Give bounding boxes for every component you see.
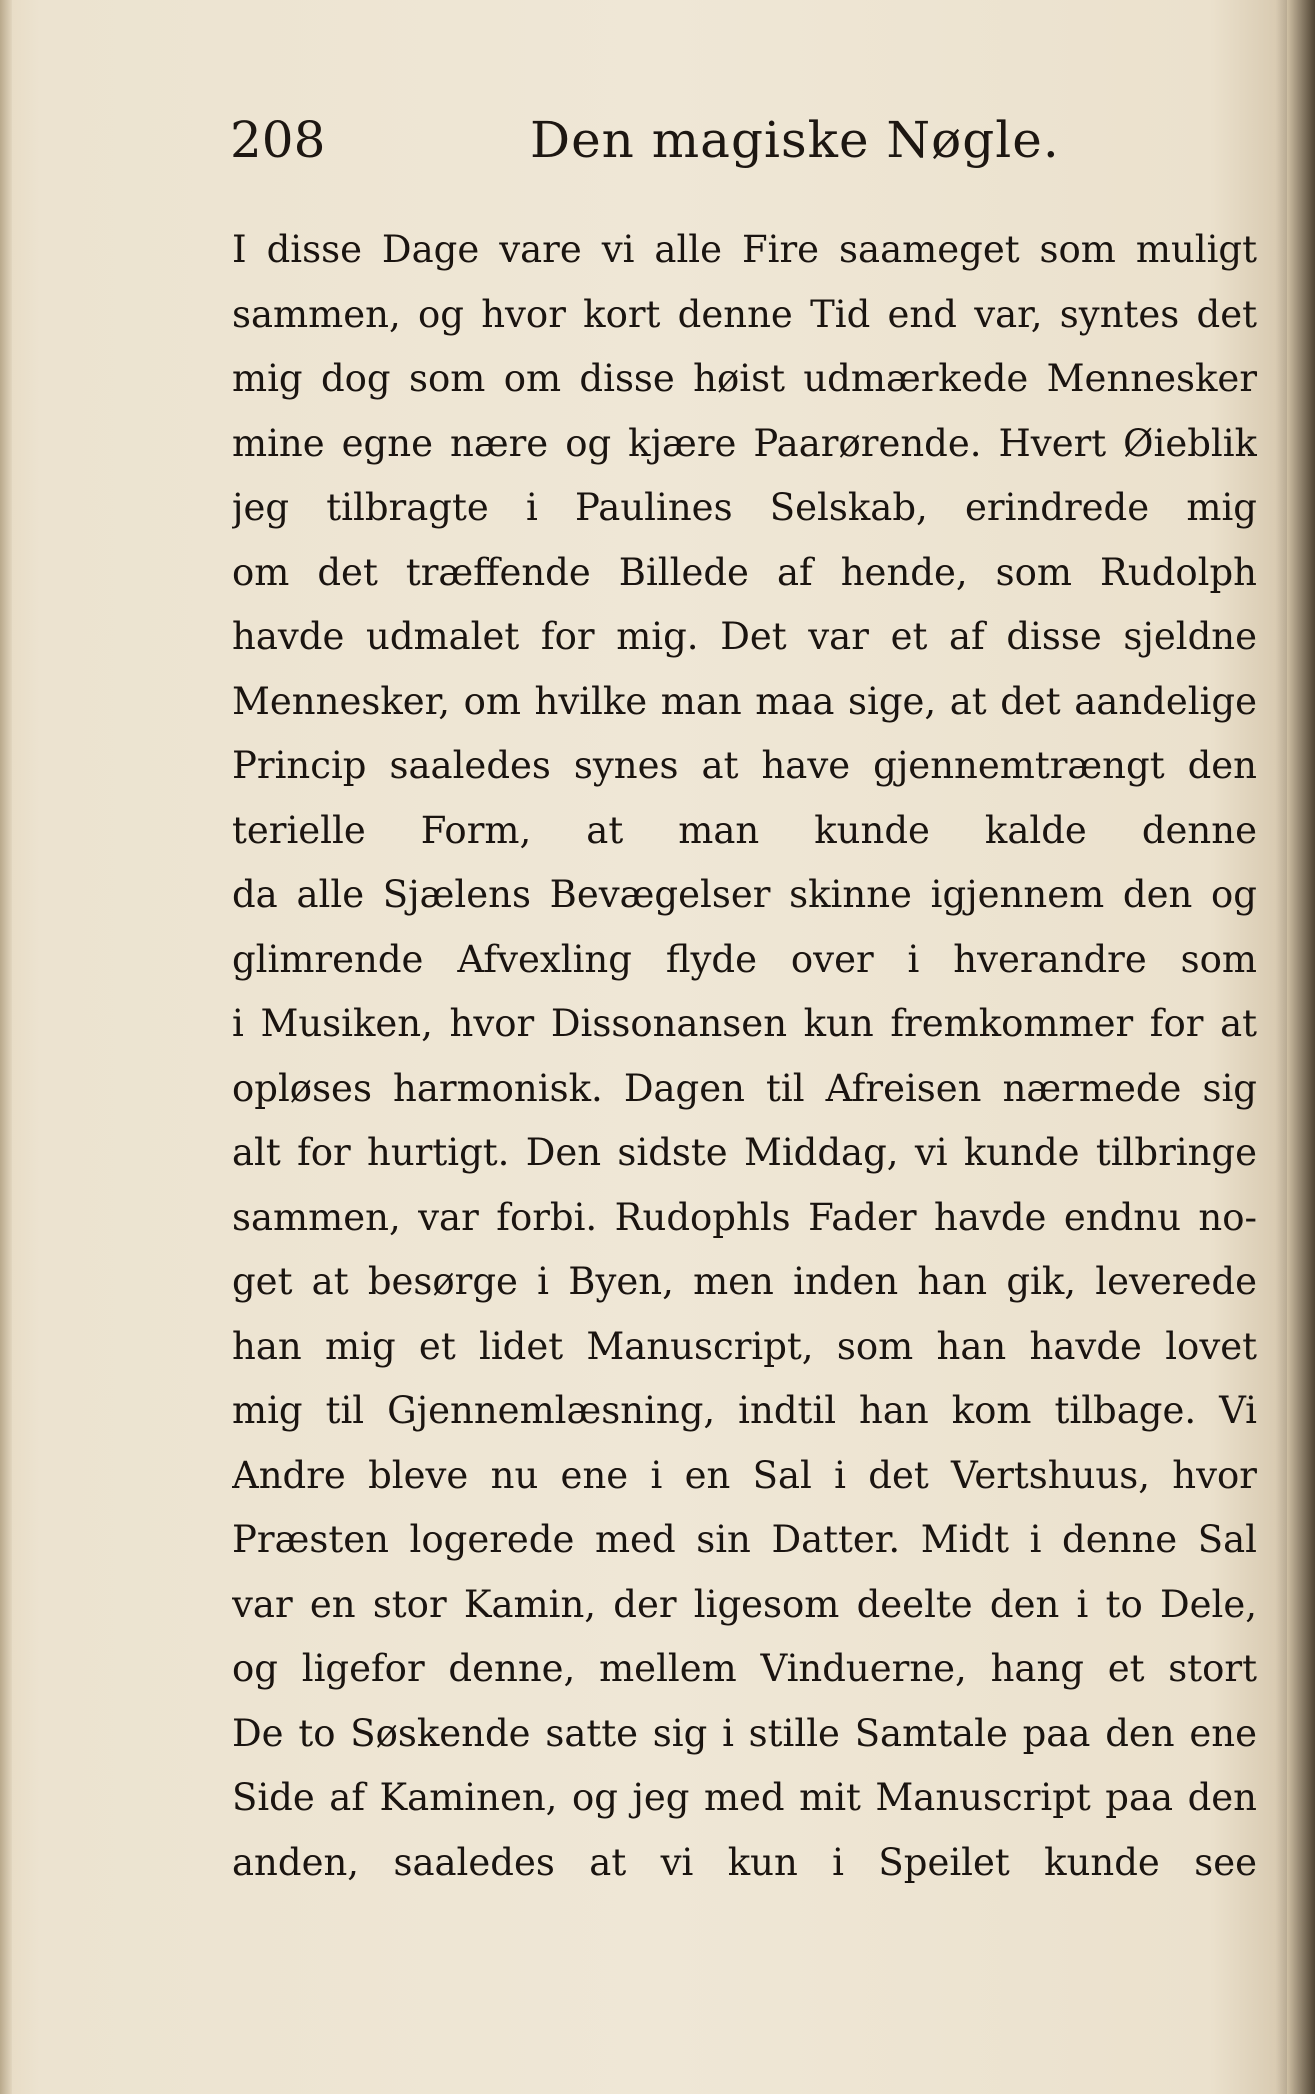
text-line: Princip saaledes synes at have gjennemtrængt den <box>232 744 1257 787</box>
text-line: om det træffende Billede af hende, som Rudolph <box>232 550 1257 594</box>
text-line: I disse Dage vare vi alle Fire saameget som muligt <box>232 228 1257 271</box>
text-line: mig dog som om disse høist udmærkede Mennesker <box>232 357 1257 400</box>
page-number: 208 <box>230 111 326 169</box>
text-line: alt for hurtigt. Den sidste Middag, vi kunde tilbringe <box>232 1131 1257 1174</box>
text-line: Andre bleve nu ene i en Sal i det Vertshuus, hvor <box>232 1453 1257 1497</box>
text-line: var en stor Kamin, der ligesom deelte den i to Dele, <box>232 1582 1257 1626</box>
text-line: get at besørge i Byen, men inden han gik, leverede <box>232 1260 1257 1303</box>
page-right-edge <box>1287 0 1315 2094</box>
text-line: havde udmalet for mig. Det var et af disse sjeldne <box>232 615 1257 658</box>
text-line: Mennesker, om hvilke man maa sige, at det aandelige <box>232 679 1257 723</box>
text-line: mine egne nære og kjære Paarørende. Hvert Øieblik <box>232 421 1257 465</box>
text-line: mig til Gjennemlæsning, indtil han kom tilbage. Vi <box>232 1389 1257 1432</box>
page-left-edge <box>0 0 12 2094</box>
body-text <box>232 218 1257 1895</box>
text-line: anden, saaledes at vi kun i Speilet kunde see <box>232 1840 1257 1884</box>
text-line: han mig et lidet Manuscript, som han havde lovet <box>232 1324 1257 1368</box>
text-line: Præsten logerede med sin Datter. Midt i denne Sal <box>232 1518 1257 1561</box>
text-line: sammen, var forbi. Rudophls Fader havde endnu no- <box>232 1195 1257 1239</box>
text-line: og ligefor denne, mellem Vinduerne, hang et stort <box>232 1647 1257 1690</box>
running-title: Den magiske Nøgle. <box>530 111 1060 169</box>
text-line: Side af Kaminen, og jeg med mit Manuscript paa den <box>232 1776 1257 1819</box>
text-line: da alle Sjælens Bevægelser skinne igjennem den og <box>232 873 1257 916</box>
text-line: De to Søskende satte sig i stille Samtale paa den ene <box>232 1711 1257 1755</box>
page-header <box>230 105 1250 175</box>
text-line: opløses harmonisk. Dagen til Afreisen nærmede sig <box>232 1066 1257 1110</box>
text-line: terielle Form, at man kunde kalde denne <box>232 808 1257 852</box>
text-line: i Musiken, hvor Dissonansen kun fremkommer for at <box>232 1002 1257 1045</box>
text-line: sammen, og hvor kort denne Tid end var, syntes det <box>232 292 1257 336</box>
text-line: jeg tilbragte i Paulines Selskab, erindrede mig <box>232 486 1257 529</box>
text-line: glimrende Afvexling flyde over i hverandre som <box>232 937 1257 981</box>
